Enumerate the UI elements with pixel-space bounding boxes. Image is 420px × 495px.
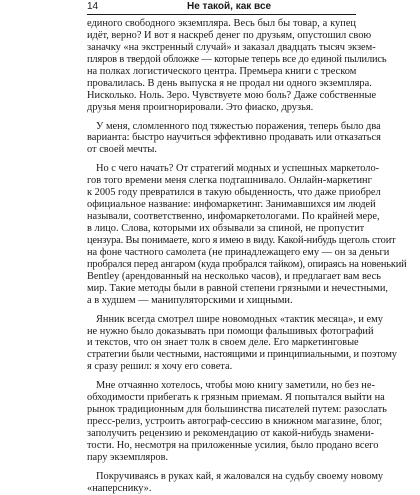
text-line: а в худшем — манипуляторскими и хищными.: [87, 294, 293, 306]
text-line: «наперснику».: [87, 482, 152, 494]
paragraph: [87, 380, 387, 464]
paragraph: [87, 120, 381, 157]
text-line: пробрался перед ангаром (куда пробрался тайком), опираясь на новенький: [87, 258, 407, 270]
text-line: цензура. Вы понимаете, кого я имею в виду. Какой-нибудь щеголь стоит: [87, 234, 396, 246]
text-line: рынок традиционным для большинства писателей путем: разослать: [87, 404, 387, 416]
text-line: варианта: быстро научиться эффективно продавать или отказаться: [87, 132, 381, 144]
text-line: обходимости прибегать к грязным приемам. Я попытался выйти на: [87, 392, 385, 404]
text-line: Нисколько. Ноль. Зеро. Чувствуете мою боль? Даже собственные: [87, 89, 377, 101]
text-line: от своей мечты.: [87, 144, 158, 156]
text-line: Янник всегда смотрел шире новомодных «тактик месяца», и ему: [96, 313, 383, 325]
text-line: У меня, сломленного под тяжестью поражения, теперь было два: [96, 120, 381, 132]
text-line: Покручиваясь в руках кай, я жаловался на судьбу своему новому: [96, 470, 384, 482]
text-line: Но с чего начать? От стратегий модных и успешных маркетоло-: [96, 163, 380, 175]
text-line: и текстов, что он знает толк в своем деле. Его маркетинговые: [87, 337, 359, 349]
text-line: идёт, верно? И вот я наскреб денег по друзьям, опустошил свою: [87, 29, 372, 41]
text-line: на полках логистического центра. Премьера книги с треском: [87, 65, 357, 77]
text-line: не нужно было доказывать при помощи фальшивых фотографий: [87, 325, 374, 337]
text-line: на фоне частного самолета (не принадлежащего ему — он за деньги: [87, 246, 390, 258]
paragraph: [87, 18, 387, 114]
text-line: пару экземпляров.: [87, 451, 169, 463]
text-line: гов того времени меня слегка подташнивало. Онлайн-маркетинг: [87, 175, 372, 187]
text-line: Мне отчаянно хотелось, чтобы мою книгу заметили, но без не-: [96, 380, 375, 392]
text-line: заполучить рецензию и рекомендацию от какой-нибудь знамени-: [87, 428, 375, 439]
text-line: пляров в твердой обложке — которые теперь все до единой пылились: [87, 53, 387, 65]
text-line: заначку «на экстренный случай» и заказал двадцать тысяч экзем-: [87, 41, 376, 53]
paragraph: [87, 313, 397, 374]
text-line: в лицо. Слова, которыми их обзывали за спиной, не пропустит: [87, 223, 365, 234]
text-line: единого свободного экземпляра. Весь был бы товар, а купец: [87, 18, 356, 29]
text-line: Bentley (арендованный на несколько часов), и предлагает вам весь: [87, 270, 382, 282]
text-line: официальное название: инфомаркетинг. Занимавшихся им людей: [87, 199, 376, 211]
paragraph: [87, 163, 407, 306]
text-line: я сразу решил: я хочу его совета.: [87, 361, 233, 373]
running-title: Не такой, как все: [187, 1, 272, 12]
text-line: пресс-релиз, устроить автограф-сессию в книжном магазине, блог,: [87, 416, 383, 428]
text-line: к 2005 году превратился в такую обыденность, что даже приобрел: [87, 187, 381, 199]
text-line: тости. Но, несмотря на приложенные усилия, было продано всего: [87, 439, 379, 451]
text-line: друзья меня проигнорировали. Это фиаско, друзья.: [87, 101, 314, 113]
page-body: [87, 18, 407, 495]
text-line: провалилась. В день выпуска я не продал ни одного экземпляра.: [87, 77, 372, 89]
paragraph: [87, 470, 384, 495]
page-number: 14: [87, 1, 99, 12]
page-header: [87, 0, 356, 15]
text-line: стратегии были честными, настоящими и принципиальными, и поэтому: [87, 349, 397, 361]
text-line: называли, соответственно, инфомаркетологами. По крайней мере,: [87, 211, 380, 223]
text-line: мир. Такие методы были в равной степени грязными и нечестными,: [87, 282, 389, 294]
